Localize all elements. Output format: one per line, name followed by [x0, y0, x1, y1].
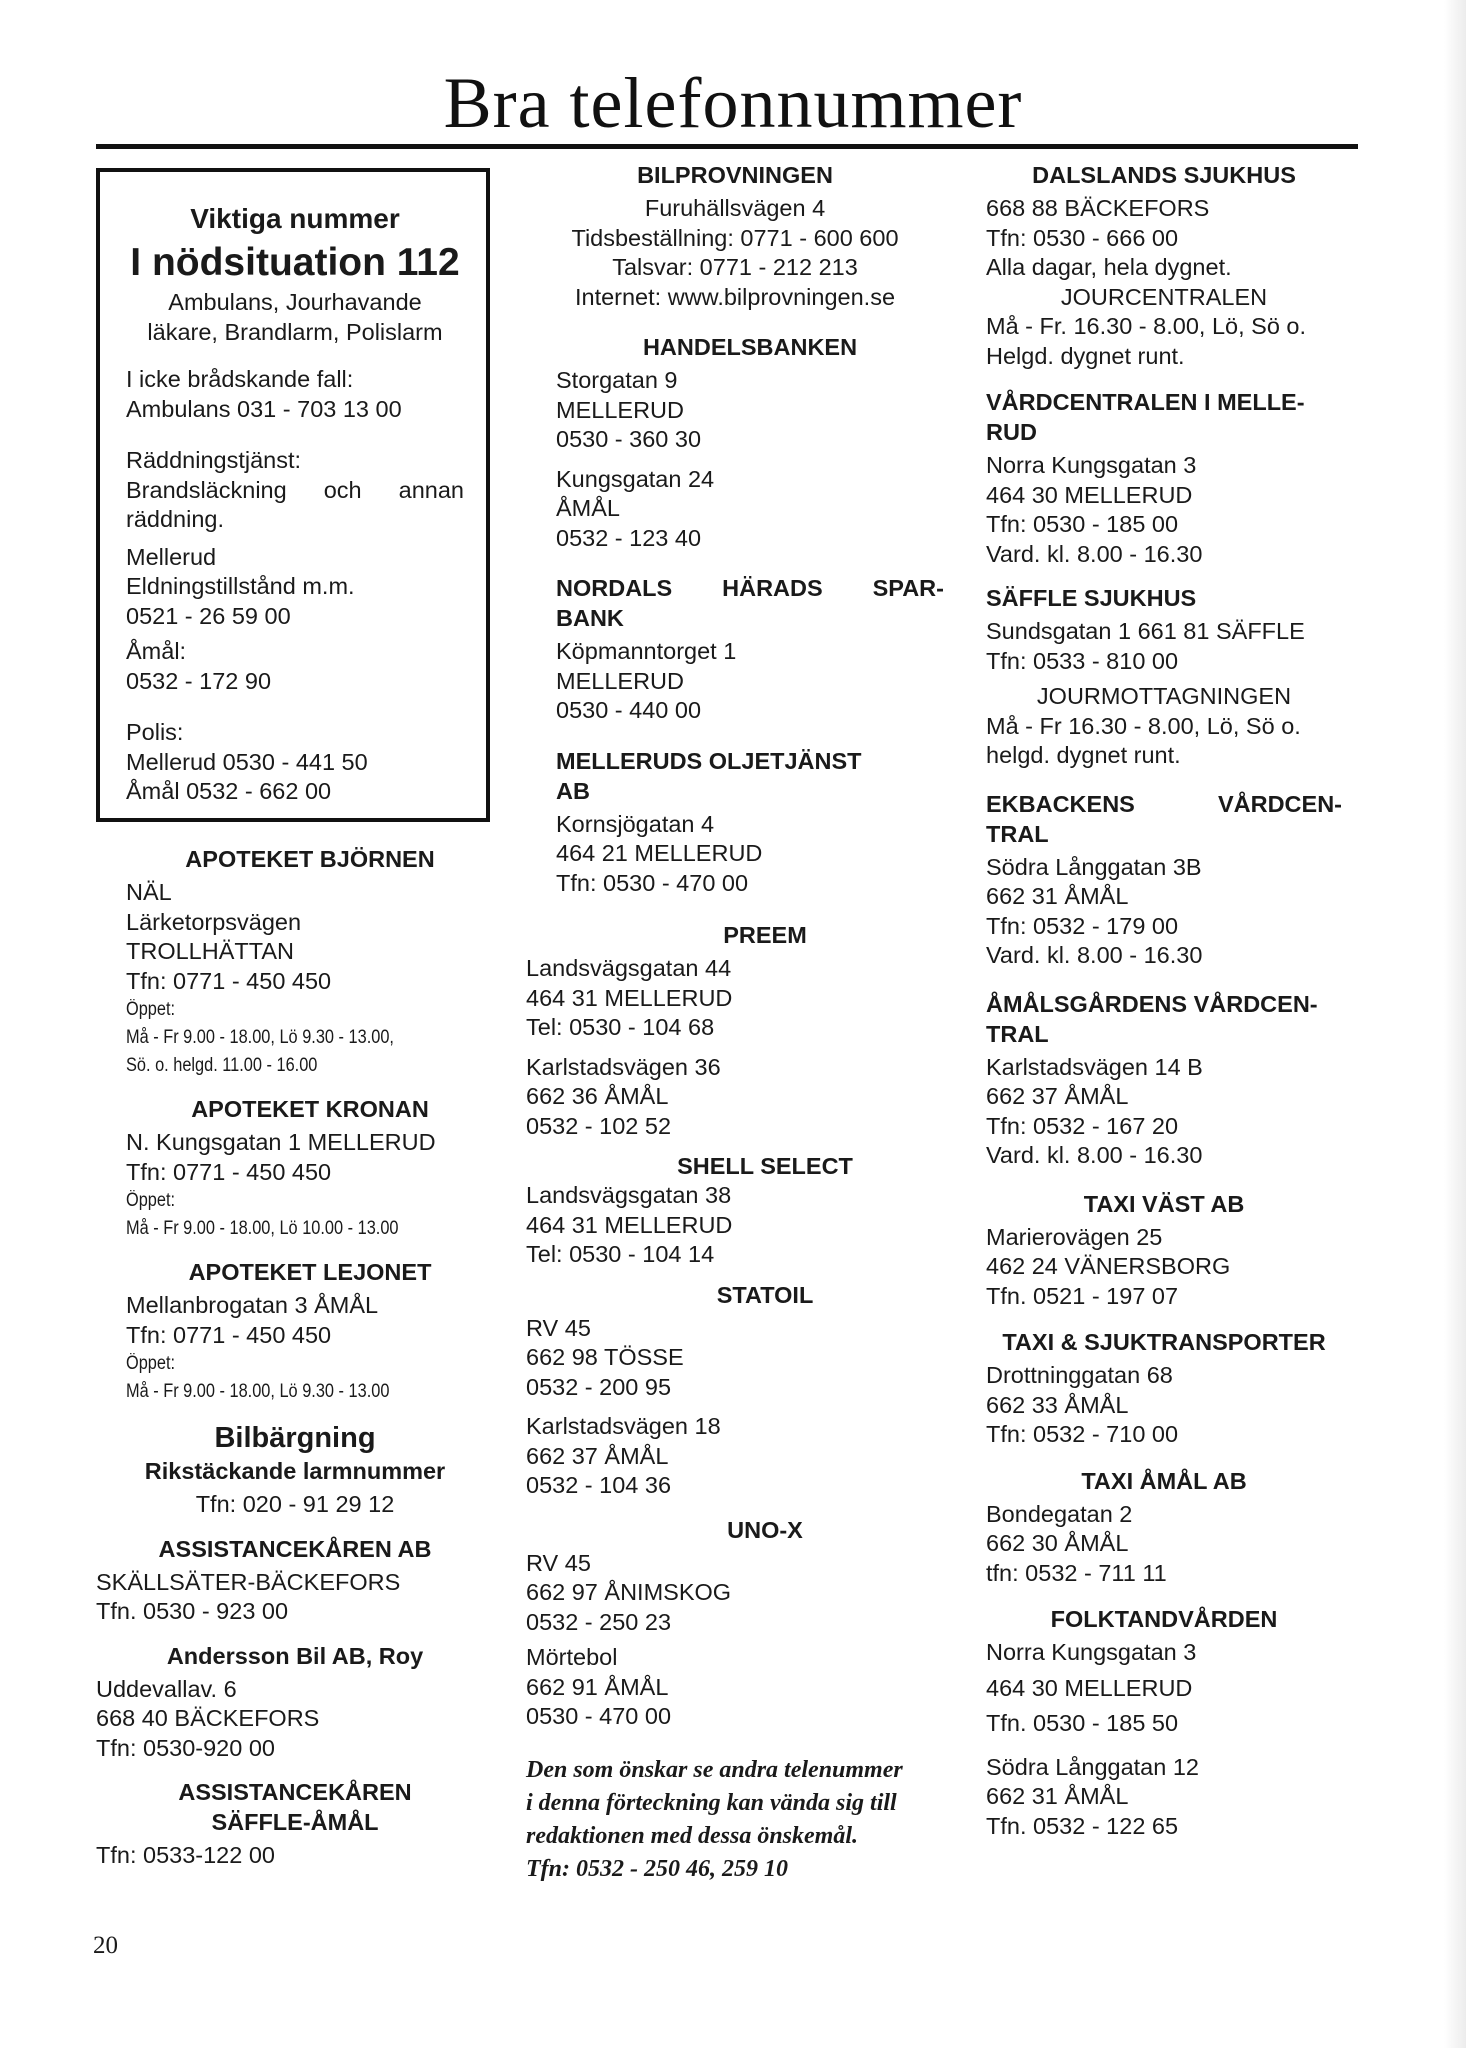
entry-line: Tfn: 0532 - 167 20: [986, 1112, 1179, 1139]
entry-line: Tfn: 0530 - 470 00: [556, 869, 749, 896]
non-urgent-line: Ambulans 031 - 703 13 00: [126, 395, 402, 422]
entry-heading: FOLKTANDVÅRDEN: [1050, 1606, 1278, 1632]
entry-line: ÅMÅL: [556, 495, 620, 521]
entry-line: Tfn. 0521 - 197 07: [986, 1282, 1179, 1309]
note-line: Den som önskar se andra telenummer: [526, 1756, 903, 1783]
entry-line: Må - Fr 16.30 - 8.00, Lö, Sö o.: [986, 712, 1301, 739]
entry-line: 662 31 ÅMÅL: [986, 883, 1129, 909]
amal-line: Åmål:: [126, 638, 187, 664]
apoteket-bjornen: [96, 844, 494, 1080]
entry-line: Tel: 0530 - 104 68: [526, 1014, 715, 1040]
emergency-services: [126, 288, 464, 347]
entry-heading: BANK: [556, 605, 624, 631]
entry-heading: UNO-X: [727, 1516, 803, 1543]
andersson-bil: [96, 1641, 494, 1764]
entry-line: 0532 - 250 23: [526, 1608, 672, 1635]
page-number: 20: [93, 1932, 118, 1959]
entry-line: Tfn: 0532 - 179 00: [986, 912, 1179, 939]
dalslands-sjukhus: [986, 160, 1342, 371]
entry-line: MELLERUD: [556, 396, 684, 423]
entry-heading: ASSISTANCEKÅREN AB: [158, 1535, 432, 1562]
assistancekaren: [96, 1534, 494, 1627]
entry-line: 0530 - 470 00: [526, 1703, 672, 1729]
entry-line: Tfn: 0533-122 00: [96, 1842, 275, 1868]
bilbargning-heading: Bilbärgning: [214, 1422, 376, 1454]
entry-heading: PREEM: [723, 922, 807, 948]
entry-line: 0530 - 360 30: [556, 426, 702, 452]
amal-block: [126, 637, 464, 696]
entry-line: 662 30 ÅMÅL: [986, 1530, 1129, 1556]
entry-heading: APOTEKET LEJONET: [188, 1259, 432, 1285]
preem: [526, 920, 944, 1141]
taxi-amal: [986, 1466, 1342, 1589]
entry-line: Tel: 0530 - 104 14: [526, 1241, 715, 1267]
amal-line: 0532 - 172 90: [126, 667, 272, 694]
entry-line: Mörtebol: [526, 1644, 618, 1670]
hours-line: Öppet:: [126, 999, 176, 1020]
entry-line: Landsvägsgatan 38: [526, 1182, 732, 1208]
bilbargning-sub: Rikstäckande larmnummer: [144, 1458, 446, 1484]
entry-line: Internet: www.bilprovningen.se: [574, 283, 896, 310]
entry-line: Tfn: 0530 - 185 00: [986, 511, 1179, 537]
mellerud-oljetjanst: [556, 746, 944, 899]
entry-line: Tfn: 0771 - 450 450: [126, 967, 332, 994]
bilprovningen: [526, 160, 944, 312]
entry-heading: SÄFFLE-ÅMÅL: [211, 1809, 379, 1835]
entry-line: 0532 - 123 40: [556, 524, 702, 551]
entry-line: Norra Kungsgatan 3: [986, 452, 1197, 478]
entry-line: Må - Fr. 16.30 - 8.00, Lö, Sö o.: [986, 313, 1307, 339]
entry-heading: AB: [556, 777, 590, 804]
entry-line: Tfn. 0530 - 923 00: [96, 1598, 289, 1624]
entry-line: 662 36 ÅMÅL: [526, 1083, 669, 1109]
entry-line: Tfn: 0530-920 00: [96, 1734, 275, 1761]
entry-line: 0532 - 104 36: [526, 1472, 672, 1498]
entry-line: Karlstadsvägen 14 B: [986, 1053, 1203, 1080]
heading-word: NORDALS: [556, 575, 673, 601]
police-block: [126, 718, 464, 807]
entry-line: Furuhällsvägen 4: [644, 195, 826, 221]
uno-x: [526, 1515, 944, 1732]
note-line: Tfn: 0532 - 250 46, 259 10: [526, 1855, 788, 1882]
police-line: Åmål 0532 - 662 00: [126, 778, 332, 804]
entry-line: Tfn. 0532 - 122 65: [986, 1812, 1179, 1839]
entry-line: 464 31 MELLERUD: [526, 1211, 733, 1238]
shell-select: [526, 1151, 944, 1270]
entry-line: TROLLHÄTTAN: [126, 938, 294, 964]
non-urgent-line: I icke brådskande fall:: [126, 366, 354, 392]
entry-heading: MELLERUDS OLJETJÄNST: [556, 747, 862, 774]
entry-line: N. Kungsgatan 1 MELLERUD: [126, 1129, 436, 1155]
entry-line: Vard. kl. 8.00 - 16.30: [986, 540, 1203, 567]
entry-line: Köpmanntorget 1: [556, 638, 737, 664]
left-column: [96, 168, 494, 1871]
entry-heading: APOTEKET KRONAN: [191, 1096, 429, 1122]
taxi-vast: [986, 1189, 1342, 1312]
entry-line: 668 88 BÄCKEFORS: [986, 195, 1210, 221]
entry-line: 0530 - 440 00: [556, 697, 702, 723]
entry-line: Tidsbeställning: 0771 - 600 600: [571, 224, 899, 251]
apoteket-kronan: [96, 1094, 494, 1243]
middle-column: [526, 160, 944, 1886]
note-line: i denna förteckning kan vända sig till: [526, 1789, 897, 1816]
hours-line: Må - Fr 9.00 - 18.00, Lö 9.30 - 13.00,: [126, 1027, 394, 1048]
entry-line: RV 45: [526, 1314, 591, 1341]
saffle-sjukhus: [986, 583, 1342, 771]
entry-line: Helgd. dygnet runt.: [986, 342, 1185, 369]
entry-heading: DALSLANDS SJUKHUS: [1032, 162, 1296, 188]
entry-line: Tfn: 0532 - 710 00: [986, 1421, 1179, 1447]
entry-line: 662 37 ÅMÅL: [986, 1083, 1129, 1109]
entry-line: 662 33 ÅMÅL: [986, 1391, 1129, 1418]
entry-line: 0532 - 200 95: [526, 1373, 672, 1400]
entry-line: Alla dagar, hela dygnet.: [986, 254, 1232, 280]
editorial-note: [526, 1754, 944, 1886]
entry-line: 464 30 MELLERUD: [986, 481, 1193, 508]
entry-line: 662 91 ÅMÅL: [526, 1673, 669, 1700]
entry-line: Landsvägsgatan 44: [526, 955, 732, 981]
emergency-number: I nödsituation 112: [130, 241, 460, 284]
entry-line: Lärketorpsvägen: [126, 908, 302, 935]
entry-heading: SÄFFLE SJUKHUS: [986, 585, 1197, 611]
page-edge-shadow: [1444, 0, 1466, 2048]
entry-line: 662 97 ÅNIMSKOG: [526, 1579, 732, 1605]
note-line: redaktionen med dessa önskemål.: [526, 1822, 859, 1849]
entry-line: Mellanbrogatan 3 ÅMÅL: [126, 1292, 379, 1318]
entry-line: Södra Långgatan 3B: [986, 853, 1202, 880]
entry-heading: STATOIL: [716, 1281, 814, 1308]
police-line: Mellerud 0530 - 441 50: [126, 748, 368, 775]
rescue-line: Brandsläckning och annan: [126, 476, 464, 503]
entry-line: Tfn: 0771 - 450 450: [126, 1321, 332, 1348]
entry-heading: TRAL: [986, 1020, 1049, 1047]
emergency-box-heading: Viktiga nummer: [190, 203, 400, 234]
hours-line: Öppet:: [126, 1190, 176, 1211]
entry-heading: TAXI & SJUKTRANSPORTER: [1002, 1329, 1326, 1355]
entry-heading: HANDELSBANKEN: [642, 334, 858, 360]
entry-line: Karlstadsvägen 18: [526, 1413, 721, 1439]
entry-line: Talsvar: 0771 - 212 213: [612, 254, 858, 280]
heading-word: VÅRDCEN-: [1217, 790, 1342, 817]
title-rule: [96, 144, 1358, 149]
statoil: [526, 1280, 944, 1501]
entry-line: 662 98 TÖSSE: [526, 1344, 684, 1370]
heading-word: SPAR-: [872, 575, 944, 601]
heading-word: EKBACKENS: [986, 790, 1135, 817]
hours-line: Sö. o. helgd. 11.00 - 16.00: [126, 1055, 318, 1076]
entry-line: Sundsgatan 1 661 81 SÄFFLE: [986, 618, 1305, 644]
assistancekaren-saffle: [96, 1777, 494, 1871]
entry-line: MELLERUD: [556, 667, 684, 694]
mellerud-line: 0521 - 26 59 00: [126, 602, 291, 629]
entry-heading: ASSISTANCEKÅREN: [178, 1779, 412, 1805]
amalsgardens-vardcentral: [986, 989, 1342, 1171]
entry-heading: ÅMÅLSGÅRDENS VÅRDCEN-: [986, 990, 1318, 1017]
handelsbanken: [526, 332, 944, 898]
entry-line: 464 31 MELLERUD: [526, 984, 733, 1011]
rescue-line: Räddningstjänst:: [126, 447, 302, 473]
entry-heading: SHELL SELECT: [677, 1153, 853, 1179]
entry-line: Tfn: 0533 - 810 00: [986, 647, 1179, 674]
entry-line: Storgatan 9: [556, 367, 678, 393]
entry-line: Norra Kungsgatan 3: [986, 1639, 1197, 1665]
entry-line: Kungsgatan 24: [556, 465, 715, 492]
entry-line: Vard. kl. 8.00 - 16.30: [986, 1142, 1203, 1168]
entry-line: 464 21 MELLERUD: [556, 840, 763, 866]
entry-line: NÄL: [126, 879, 172, 905]
entry-heading: TRAL: [986, 820, 1049, 847]
mellerud-block: [126, 543, 464, 632]
entry-line: 668 40 BÄCKEFORS: [96, 1705, 320, 1731]
mellerud-line: Eldningstillstånd m.m.: [126, 573, 355, 599]
entry-line: 662 37 ÅMÅL: [526, 1442, 669, 1469]
apoteket-lejonet: [96, 1257, 494, 1406]
entry-heading: Andersson Bil AB, Roy: [166, 1642, 424, 1669]
emergency-box: [96, 168, 490, 822]
entry-line: helgd. dygnet runt.: [986, 742, 1181, 768]
entry-line: 462 24 VÄNERSBORG: [986, 1253, 1231, 1279]
entry-line: Karlstadsvägen 36: [526, 1053, 721, 1080]
entry-line: Vard. kl. 8.00 - 16.30: [986, 942, 1203, 968]
heading-word: HÄRADS: [722, 575, 823, 601]
entry-line: tfn: 0532 - 711 11: [986, 1559, 1167, 1586]
jour-title: JOURCENTRALEN: [1060, 283, 1268, 310]
mellerud-line: Mellerud: [126, 543, 217, 570]
entry-line: 464 30 MELLERUD: [986, 1674, 1193, 1701]
entry-line: Tfn. 0530 - 185 50: [986, 1710, 1179, 1736]
entry-line: Bondegatan 2: [986, 1500, 1133, 1527]
hours-line: Må - Fr 9.00 - 18.00, Lö 9.30 - 13.00: [126, 1381, 390, 1402]
vardcentralen-mellerud: [986, 387, 1342, 569]
folktandvarden: [986, 1604, 1342, 1841]
entry-heading: TAXI VÄST AB: [1083, 1190, 1245, 1217]
entry-heading: [556, 573, 944, 603]
entry-line: 0532 - 102 52: [526, 1112, 672, 1139]
non-urgent-block: [126, 365, 464, 424]
entry-line: Tfn: 0771 - 450 450: [126, 1158, 332, 1185]
right-column: [986, 160, 1342, 1841]
entry-line: Marierovägen 25: [986, 1223, 1163, 1250]
entry-heading: VÅRDCENTRALEN I MELLE-: [986, 389, 1305, 415]
entry-line: RV 45: [526, 1549, 591, 1576]
services-line: läkare, Brandlarm, Polislarm: [147, 318, 443, 345]
entry-heading: APOTEKET BJÖRNEN: [185, 846, 435, 872]
entry-heading: RUD: [986, 419, 1037, 445]
police-line: Polis:: [126, 719, 184, 745]
nordals-sparbank: [556, 573, 944, 726]
bilbargning: [96, 1420, 494, 1520]
rescue-block: [126, 446, 464, 535]
entry-heading: TAXI ÅMÅL AB: [1081, 1467, 1247, 1494]
hours-line: Må - Fr 9.00 - 18.00, Lö 10.00 - 13.00: [126, 1218, 399, 1239]
entry-heading: BILPROVNINGEN: [637, 162, 833, 188]
ekbackens-vardcentral: [986, 789, 1342, 971]
page-title: Bra telefonnummer: [443, 63, 1023, 143]
hours-line: Öppet:: [126, 1353, 176, 1374]
entry-line: Tfn: 020 - 91 29 12: [195, 1491, 395, 1517]
rescue-line: räddning.: [126, 506, 224, 532]
entry-line: Södra Långgatan 12: [986, 1753, 1199, 1780]
entry-line: Tfn: 0530 - 666 00: [986, 224, 1179, 251]
entry-heading: [986, 789, 1342, 819]
entry-line: Drottninggatan 68: [986, 1362, 1173, 1388]
taxi-sjuktransporter: [986, 1327, 1342, 1450]
entry-line: 662 31 ÅMÅL: [986, 1783, 1129, 1809]
entry-line: Kornsjögatan 4: [556, 810, 715, 837]
services-line: Ambulans, Jourhavande: [168, 289, 422, 315]
entry-line: Uddevallav. 6: [96, 1675, 237, 1702]
jour-title: JOURMOTTAGNINGEN: [1036, 683, 1292, 709]
entry-line: SKÄLLSÄTER-BÄCKEFORS: [96, 1568, 401, 1595]
